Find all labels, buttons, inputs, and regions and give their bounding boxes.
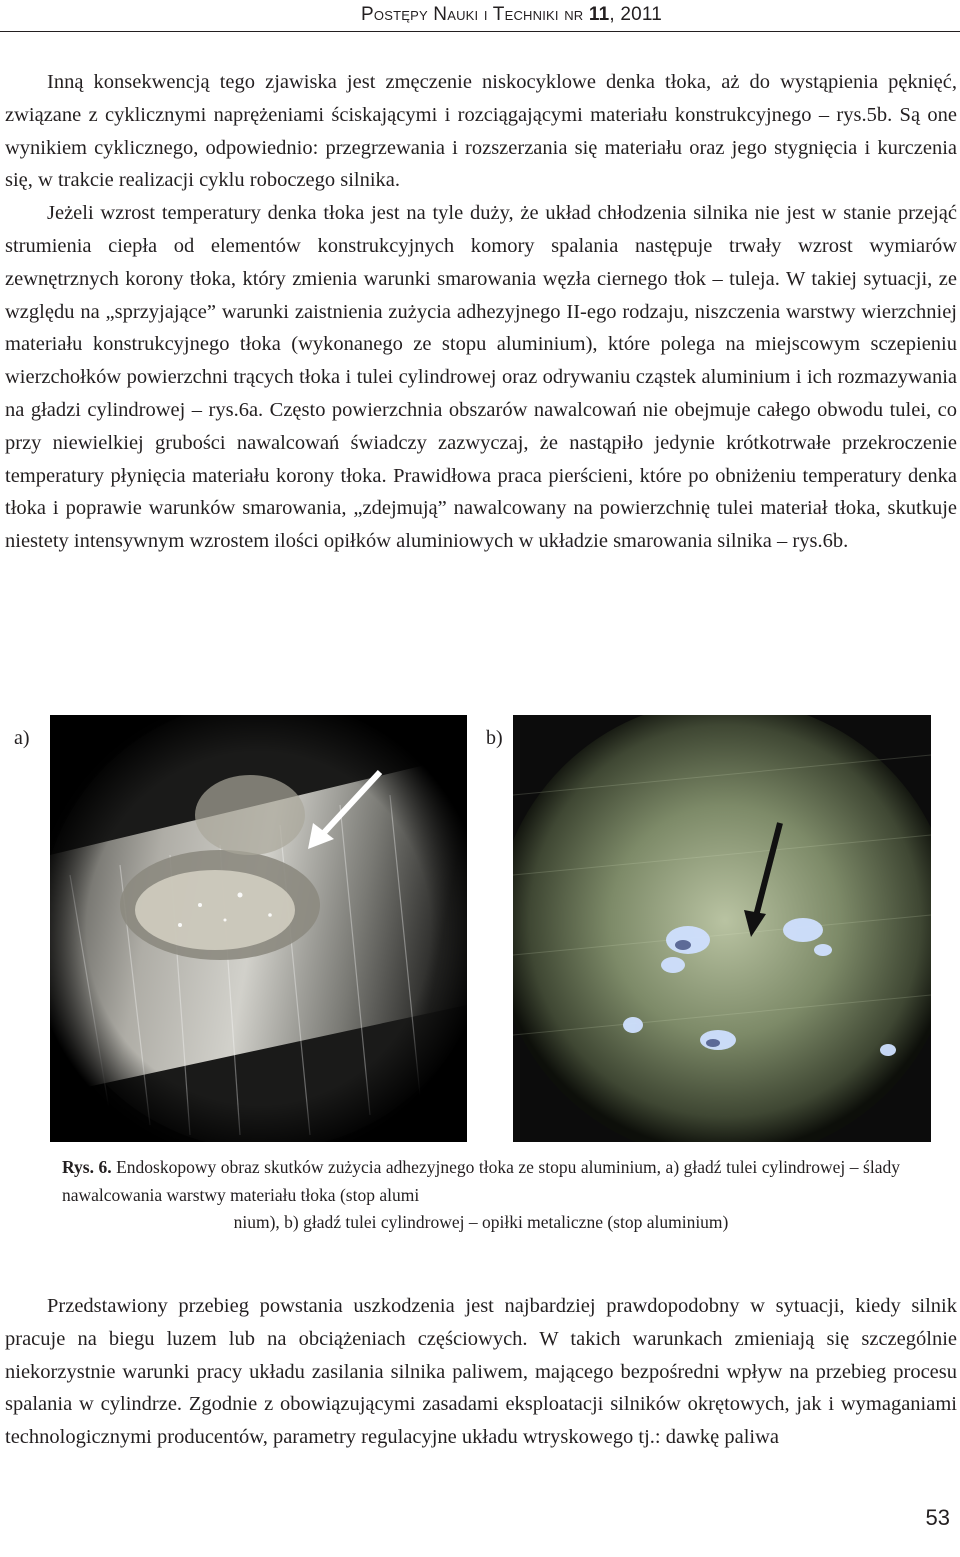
header-rule: [0, 31, 960, 32]
caption-text-last-line: nium), b) gładź tulei cylindrowej – opiłki metaliczne (stop aluminium): [233, 1212, 729, 1232]
caption-text: Endoskopowy obraz skutków zużycia adhezyjnego tłoka ze stopu aluminium, a) gładź tulei cylindrowej – ślady nawalcowania warstwy materiału tłoka (stop alumi: [62, 1157, 900, 1205]
paragraph: Jeżeli wzrost temperatury denka tłoka jest na tyle duży, że układ chłodzenia silnika nie jest w stanie przejąć strumienia ciepła od elementów konstrukcyjnych komory spalania następuje trwały wzrost wymiarów zewnętrznych korony tłoka, który zmienia warunki smarowania węzła ciernego tłok – tuleja. W takiej sytuacji, ze względu na „sprzyjające” warunki zaistnienia zużycia adhezyjnego II-ego rodzaju, niszczenia warstwy wierzchniej materiału konstrukcyjnego tłoka (wykonanego ze stopu aluminium), które polega na miejscowym sczepieniu wierzchołków powierzchni trących tłoka i tulei cylindrowej oraz odrywaniu cząstek aluminium i ich rozmazywania na gładzi cylindrowej – rys.6a. Często powierzchnia obszarów nawalcowań nie obejmuje całego obwodu tulei, co przy niewielkiej grubości nawalcowań świadczy zazwyczaj, że nastąpiło jedynie krótkotrwałe przekroczenie temperatury płynięcia materiału korony tłoka. Prawidłowa praca pierścieni, które po obniżeniu temperatury denka tłoka i poprawie warunków smarowania, „zdejmują” nawalcowany na powierzchnię tulei materiał tłoka, skutkuje niestety intensywnym wzrostem ilości opiłków aluminiowych w układzie smarowania silnika – rys.6b.: [5, 202, 957, 553]
body-text-bottom: [5, 1290, 957, 1454]
journal-title: Postępy Nauki i Techniki nr: [361, 4, 589, 25]
page-number: 53: [925, 1505, 950, 1530]
endoscope-photo-b: [513, 715, 931, 1142]
figure-caption: [62, 1154, 900, 1237]
figure-panel-label-a: a): [14, 727, 30, 749]
figure-number: Rys. 6.: [62, 1157, 112, 1177]
journal-header: [361, 4, 662, 26]
endoscope-image-cylinder-liner-smearing: [50, 715, 467, 1142]
journal-year: , 2011: [609, 4, 662, 25]
paragraph: Przedstawiony przebieg powstania uszkodzenia jest najbardziej prawdopodobny w sytuacji, kiedy silnik pracuje na biegu luzem lub na obciążeniach częściowych. W takich warunkach zmieniają się szczególnie niekorzystnie warunki pracy układu zasilania silnika paliwem, mającego bezpośredni wpływ na przebieg procesu spalania w cylindrze. Zgodnie z obowiązującymi zasadami eksploatacji silników okrętowych, jak i wymaganiami technologicznymi producentów, parametry regulacyjne układu wtryskowego tj.: dawkę paliwa: [5, 1295, 957, 1449]
body-text-top: [5, 66, 957, 558]
endoscope-photo-a: [50, 715, 467, 1142]
paragraph: Inną konsekwencją tego zjawiska jest zmęczenie niskocyklowe denka tłoka, aż do wystąpienia pęknięć, związane z cyklicznymi naprężeniami ściskającymi i rozciągającymi materiału konstrukcyjnego – rys.5b. Są one wynikiem cyklicznego, odpowiednio: przegrzewania i rozszerzania się materiału oraz jego stygnięcia i kurczenia się, w trakcie realizacji cyklu roboczego silnika.: [5, 71, 957, 192]
figure-panel-label-b: b): [486, 727, 503, 749]
endoscope-image-metal-filings: [513, 715, 931, 1142]
journal-number: 11: [588, 4, 610, 25]
